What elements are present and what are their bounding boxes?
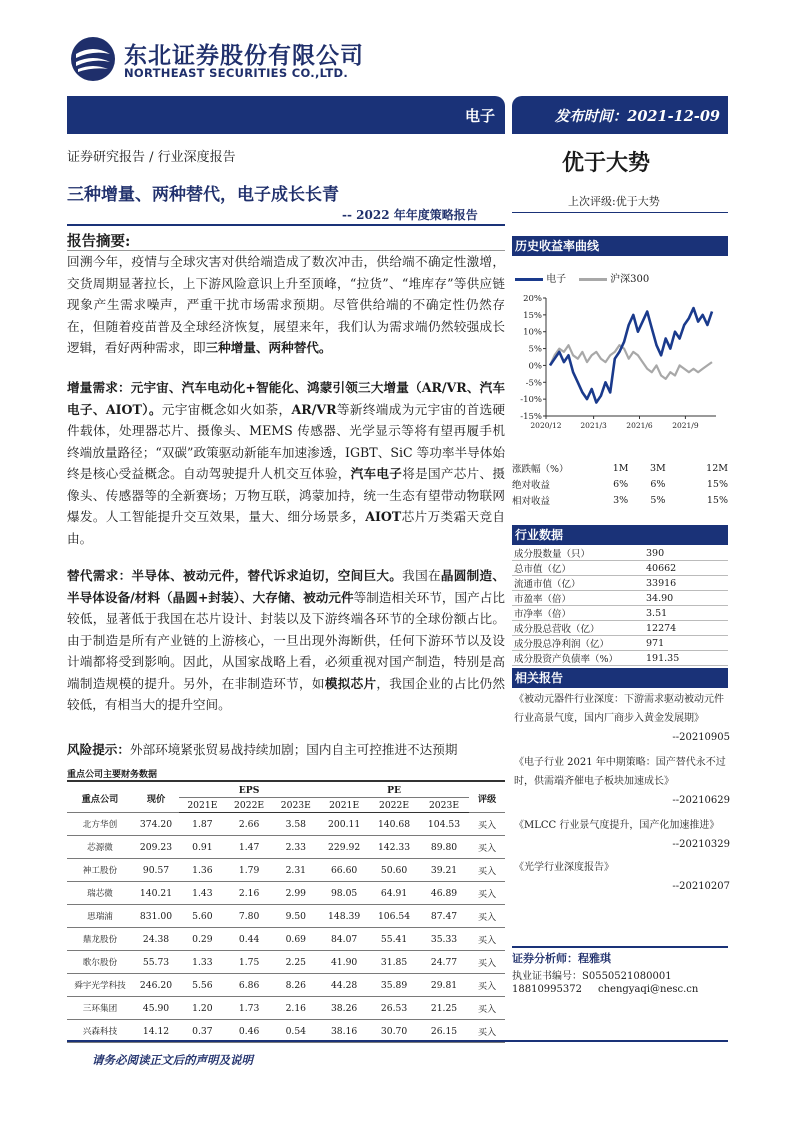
table-cell: 0.91 [179, 836, 226, 859]
table-cell: 1.43 [179, 882, 226, 905]
table-cell: 140.68 [369, 813, 419, 836]
publish-bar [512, 96, 728, 134]
summary-paragraph-1: 回溯今年，疫情与全球灾害对供给端造成了数次冲击，供给端不确定性激增，交货周期显著拉长，上下游风险意识上升至顶峰，“拉货”、“堆库存”等供应链现象产生需求噪声，严重干扰市场需求预期。尽管供给端的不确定性仍然存在，但随着疫苗普及全球经济恢复，展望来年，我们认为需求端仍然较强成长逻辑，看好两种需求，即三种增量、两种替代。 [67, 254, 505, 355]
table-cell: 148.39 [319, 905, 369, 928]
industry-label: 市净率（倍） [512, 606, 644, 621]
industry-value: 34.90 [644, 591, 728, 606]
table-cell: 30.70 [369, 1020, 419, 1043]
table-cell: 9.50 [272, 905, 319, 928]
table-cell: 35.33 [419, 928, 469, 951]
report-title: 三种增量、两种替代，电子成长长青 [67, 185, 339, 205]
industry-label: 成分股数量（只） [512, 546, 644, 561]
sector-bar [67, 96, 505, 134]
industry-value: 33916 [644, 576, 728, 591]
perf-header: 1M [612, 462, 629, 474]
industry-value: 971 [644, 636, 728, 651]
rating: 优于大势 [562, 150, 651, 176]
table-cell: 831.00 [133, 905, 179, 928]
table-cell: 2.33 [272, 836, 319, 859]
table-cell: 14.12 [133, 1020, 179, 1043]
table-cell: 24.77 [419, 951, 469, 974]
table-cell: 5.56 [179, 974, 226, 997]
breadcrumb: 证券研究报告 / 行业深度报告 [67, 150, 236, 165]
table-cell: 5.60 [179, 905, 226, 928]
related-report-date: --20210629 [672, 795, 730, 806]
table-cell: 2.31 [272, 859, 319, 882]
industry-row [512, 591, 728, 606]
col-eps: EPS [179, 783, 319, 798]
table-cell: 1.73 [226, 997, 273, 1020]
table-cell: 26.53 [369, 997, 419, 1020]
table-cell: 24.38 [133, 928, 179, 951]
table-cell: 39.21 [419, 859, 469, 882]
table-row [67, 836, 505, 859]
analyst-email[interactable]: chengyaqi@nesc.cn [598, 984, 699, 995]
footer-rule [67, 1040, 728, 1042]
table-cell: 246.20 [133, 974, 179, 997]
table-cell: 1.79 [226, 859, 273, 882]
company-logo-icon [70, 36, 116, 82]
table-cell: 买入 [469, 1020, 505, 1043]
analyst-phone: 18810995372 [512, 984, 582, 995]
perf-value: 3% [613, 494, 629, 506]
table-cell: 2.16 [272, 997, 319, 1020]
table-cell: 87.47 [419, 905, 469, 928]
table-row [67, 928, 505, 951]
table-cell: 2.99 [272, 882, 319, 905]
related-report-date: --20210329 [672, 839, 730, 850]
table-cell: 6.86 [226, 974, 273, 997]
table-cell: 买入 [469, 928, 505, 951]
table-cell: 229.92 [319, 836, 369, 859]
related-reports-header: 相关报告 [512, 668, 728, 688]
perf-value: 5% [650, 494, 666, 506]
table-cell: 35.89 [369, 974, 419, 997]
company-name-cell: 三环集团 [67, 997, 133, 1020]
industry-label: 流通市值（亿） [512, 576, 644, 591]
industry-label: 成分股总营收（亿） [512, 621, 644, 636]
industry-data-header: 行业数据 [512, 525, 728, 545]
table-cell: 84.07 [319, 928, 369, 951]
industry-value: 12274 [644, 621, 728, 636]
table-cell: 7.80 [226, 905, 273, 928]
table-cell: 1.75 [226, 951, 273, 974]
y-tick-label: 5% [528, 344, 542, 355]
industry-data-table [512, 546, 728, 666]
perf-header: 3M [649, 462, 666, 474]
table-cell: 209.23 [133, 836, 179, 859]
related-report-title[interactable]: 《MLCC 行业景气度提升，国产化加速推进》 [514, 820, 720, 831]
table-cell: 买入 [469, 905, 505, 928]
table-cell: 3.58 [272, 813, 319, 836]
company-name-cell: 兴森科技 [67, 1020, 133, 1043]
table-cell: 1.47 [226, 836, 273, 859]
table-cell: 200.11 [319, 813, 369, 836]
previous-rating: 上次评级:优于大势 [568, 195, 660, 208]
x-tick-label: 2021/9 [672, 421, 699, 430]
rating-divider [512, 212, 728, 213]
table-cell: 1.33 [179, 951, 226, 974]
y-tick-label: -15% [520, 412, 542, 422]
table-cell: 买入 [469, 882, 505, 905]
table-row [67, 951, 505, 974]
col-year: 2022E [226, 798, 273, 813]
performance-table [512, 460, 728, 508]
table-cell: 104.53 [419, 813, 469, 836]
perf-label: 绝对收益 [512, 480, 551, 491]
col-year: 2023E [419, 798, 469, 813]
company-name-cell: 舜宇光学科技 [67, 974, 133, 997]
industry-row [512, 621, 728, 636]
perf-header: 涨跌幅（%） [512, 464, 569, 475]
y-tick-label: 15% [523, 310, 542, 321]
table-cell: 1.87 [179, 813, 226, 836]
history-chart-header: 历史收益率曲线 [512, 236, 728, 256]
table-cell: 142.33 [369, 836, 419, 859]
sector-label: 电子 [464, 107, 495, 125]
industry-row [512, 606, 728, 621]
industry-label: 市盈率（倍） [512, 591, 644, 606]
table-cell: 1.36 [179, 859, 226, 882]
analyst-divider [512, 946, 728, 948]
table-cell: 0.29 [179, 928, 226, 951]
related-report-title[interactable]: 《被动元器件行业深度：下游需求驱动被动元件行业高景气度，国内厂商步入黄金发展期》 [514, 694, 724, 724]
fin-table-top-rule [67, 780, 505, 782]
related-report-date: --20210905 [672, 732, 730, 743]
table-cell: 38.16 [319, 1020, 369, 1043]
related-report[interactable] [514, 816, 730, 854]
table-row [67, 882, 505, 905]
table-row [67, 997, 505, 1020]
industry-label: 成分股资产负债率（%） [512, 651, 644, 666]
footer-note: 请务必阅读正文后的声明及说明 [92, 1053, 253, 1067]
col-year: 2021E [319, 798, 369, 813]
company-name-cell: 鼎龙股份 [67, 928, 133, 951]
industry-value: 390 [644, 546, 728, 561]
table-row [67, 813, 505, 836]
table-cell: 2.66 [226, 813, 273, 836]
company-name-en: NORTHEAST SECURITIES CO.,LTD. [124, 66, 348, 80]
table-cell: 0.46 [226, 1020, 273, 1043]
table-cell: 买入 [469, 813, 505, 836]
legend-line-icon [515, 278, 543, 281]
table-cell: 106.54 [369, 905, 419, 928]
table-cell: 买入 [469, 836, 505, 859]
legend-hs300: 沪深300 [610, 274, 650, 285]
perf-value: 6% [613, 478, 629, 490]
table-cell: 55.41 [369, 928, 419, 951]
table-cell: 374.20 [133, 813, 179, 836]
table-cell: 买入 [469, 951, 505, 974]
table-cell: 0.44 [226, 928, 273, 951]
legend-electronics: 电子 [546, 274, 567, 285]
company-name-cn: 东北证券股份有限公司 [124, 43, 364, 69]
table-cell: 买入 [469, 974, 505, 997]
col-rating: 评级 [469, 783, 505, 813]
industry-label: 成分股总净利润（亿） [512, 636, 644, 651]
table-cell: 29.81 [419, 974, 469, 997]
y-tick-label: 10% [523, 327, 542, 338]
industry-value: 191.35 [644, 651, 728, 666]
table-cell: 0.37 [179, 1020, 226, 1043]
table-row [67, 859, 505, 882]
y-tick-label: 0% [528, 361, 542, 372]
y-tick-label: -5% [525, 378, 542, 389]
industry-row [512, 651, 728, 666]
table-cell: 2.16 [226, 882, 273, 905]
summary-paragraph-3: 替代需求：半导体、被动元件，替代诉求迫切，空间巨大。我国在晶圆制造、半导体设备/材料（晶圆+封装）、大存储、被动元件等制造相关环节，国产占比较低，显著低于我国在芯片设计、封装以及下游终端各环节的全球份额占比。由于制造是所有产业链的上游核心，一旦出现外海断供，任何下游环节以及设计端都将受到影响。因此，从国家战略上看，必须重视对国产制造，特别是高端制造规模的提升。另外，在非制造环节，如模拟芯片，我国企业的占比仍然较低，有相当大的提升空间。 [67, 568, 506, 712]
report-subtitle: -- 2022 年年度策略报告 [342, 208, 478, 222]
analyst-cert: 执业证书编号：S0550521080001 [512, 971, 672, 982]
table-cell: 买入 [469, 859, 505, 882]
fin-table-title: 重点公司主要财务数据 [67, 770, 158, 780]
x-tick-label: 2021/3 [580, 421, 607, 430]
table-cell: 26.15 [419, 1020, 469, 1043]
table-cell: 31.85 [369, 951, 419, 974]
perf-value: 15% [706, 494, 728, 506]
industry-value: 40662 [644, 561, 728, 576]
table-cell: 50.60 [369, 859, 419, 882]
table-cell: 买入 [469, 997, 505, 1020]
table-cell: 98.05 [319, 882, 369, 905]
perf-value: 15% [706, 478, 728, 490]
table-cell: 66.60 [319, 859, 369, 882]
x-tick-label: 2021/6 [626, 421, 653, 430]
related-report-date: --20210207 [672, 881, 730, 892]
industry-value: 3.51 [644, 606, 728, 621]
table-cell: 44.28 [319, 974, 369, 997]
industry-label: 总市值（亿） [512, 561, 644, 576]
company-name-cell: 歌尔股份 [67, 951, 133, 974]
history-return-chart [512, 290, 728, 435]
table-cell: 0.69 [272, 928, 319, 951]
related-report[interactable] [514, 690, 730, 747]
col-pe: PE [319, 783, 469, 798]
table-cell: 0.54 [272, 1020, 319, 1043]
table-cell: 21.25 [419, 997, 469, 1020]
title-divider [67, 224, 505, 226]
industry-row [512, 546, 728, 561]
chart-legend [515, 270, 649, 285]
col-company: 重点公司 [67, 783, 133, 813]
table-cell: 38.26 [319, 997, 369, 1020]
summary-heading: 报告摘要: [67, 233, 131, 250]
industry-row [512, 561, 728, 576]
company-name-cell: 北方华创 [67, 813, 133, 836]
table-cell: 64.91 [369, 882, 419, 905]
company-name-cell: 瑞芯微 [67, 882, 133, 905]
related-report-title[interactable]: 《电子行业 2021 年中期策略：国产替代永不过时，供需端齐催电子板块加速成长》 [514, 757, 726, 787]
table-cell: 55.73 [133, 951, 179, 974]
perf-header: 12M [706, 462, 728, 474]
related-report[interactable] [514, 753, 730, 810]
company-name-cell: 神工股份 [67, 859, 133, 882]
table-row [67, 905, 505, 928]
related-report[interactable] [514, 858, 730, 896]
legend-line-icon [579, 278, 607, 281]
table-cell: 1.20 [179, 997, 226, 1020]
industry-row [512, 576, 728, 591]
related-report-title[interactable]: 《光学行业深度报告》 [514, 862, 614, 873]
financial-table [67, 783, 505, 1043]
industry-row [512, 636, 728, 651]
table-cell: 2.25 [272, 951, 319, 974]
table-cell: 41.90 [319, 951, 369, 974]
table-cell: 90.57 [133, 859, 179, 882]
table-cell: 89.80 [419, 836, 469, 859]
col-price: 现价 [133, 783, 179, 813]
company-name-cell: 芯源微 [67, 836, 133, 859]
analyst-name: 证券分析师：程雅琪 [512, 952, 611, 965]
col-year: 2022E [369, 798, 419, 813]
perf-label: 相对收益 [512, 496, 551, 507]
risk-warning: 风险提示：外部环境紧张贸易战持续加剧；国内自主可控推进不达预期 [67, 742, 458, 757]
table-row [67, 974, 505, 997]
perf-value: 6% [650, 478, 666, 490]
table-cell: 45.90 [133, 997, 179, 1020]
table-cell: 8.26 [272, 974, 319, 997]
table-cell: 140.21 [133, 882, 179, 905]
col-year: 2023E [272, 798, 319, 813]
company-name-cell: 思瑞浦 [67, 905, 133, 928]
table-cell: 46.89 [419, 882, 469, 905]
summary-paragraph-2: 增量需求：元宇宙、汽车电动化+智能化、鸿蒙引领三大增量（AR/VR、汽车电子、AIOT）。元宇宙概念如火如荼，AR/VR等新终端成为元宇宙的首选硬件载体，处理器芯片、摄像头、MEMS 传感器、光学显示等将有望再履手机终端放量路径；“双碳”政策驱动新能车加速渗透，IGBT、SiC 等功率半导体始终是核心受益概念。自动驾驶提升人机交互体验，汽车电子将是国产芯片、摄像头、传感器等的全新赛场；万物互联，鸿蒙加持，统一生态有望带动物联网爆发。人工智能提升交互效果，量大、细分场景多，AIOT芯片万类霜天竞自由。 [67, 380, 506, 546]
publish-date: 发布时间：2021-12-09 [554, 108, 720, 125]
col-year: 2021E [179, 798, 226, 813]
x-tick-label: 2020/12 [530, 421, 562, 430]
y-tick-label: -10% [520, 395, 542, 406]
y-tick-label: 20% [523, 294, 542, 304]
